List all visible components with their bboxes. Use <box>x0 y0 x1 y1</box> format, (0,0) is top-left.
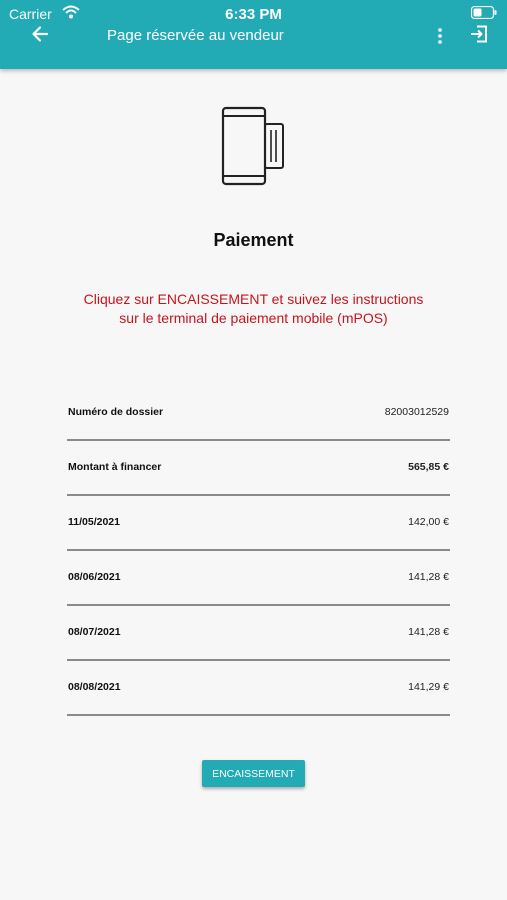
payment-instructions <box>60 290 447 328</box>
row-value: 565,85 € <box>408 461 449 473</box>
app-bar <box>0 0 507 69</box>
row-label: Numéro de dossier <box>68 406 164 418</box>
payment-details-table <box>67 386 450 716</box>
row-value: 141,29 € <box>408 681 449 693</box>
toolbar <box>0 22 507 50</box>
table-row <box>67 551 450 606</box>
status-time: 6:33 PM <box>225 6 282 23</box>
instruction-line-1: Cliquez sur ENCAISSEMENT et suivez les instructions <box>83 291 424 307</box>
table-row <box>67 606 450 661</box>
back-arrow-icon[interactable] <box>30 24 50 49</box>
table-row <box>67 661 450 716</box>
carrier-label: Carrier <box>9 6 52 22</box>
table-row-file-number <box>67 386 450 441</box>
row-value: 141,28 € <box>408 626 449 638</box>
row-label: 11/05/2021 <box>68 516 120 528</box>
page-title: Page réservée au vendeur <box>107 27 284 44</box>
payment-terminal-icon <box>221 106 287 191</box>
table-row-amount <box>67 441 450 496</box>
row-label: 08/07/2021 <box>68 626 121 638</box>
row-label: Montant à financer <box>68 461 162 473</box>
encaissement-button[interactable]: ENCAISSEMENT <box>202 760 305 787</box>
instruction-line-2: sur le terminal de paiement mobile (mPOS) <box>119 310 388 326</box>
payment-title: Paiement <box>213 230 294 250</box>
row-value: 142,00 € <box>408 516 449 528</box>
row-value: 141,28 € <box>408 571 449 583</box>
row-label: 08/06/2021 <box>68 571 121 583</box>
row-label: 08/08/2021 <box>68 681 121 693</box>
row-value: 82003012529 <box>384 406 449 418</box>
table-row <box>67 496 450 551</box>
exit-icon[interactable] <box>469 24 489 49</box>
more-vert-icon[interactable] <box>432 26 448 51</box>
